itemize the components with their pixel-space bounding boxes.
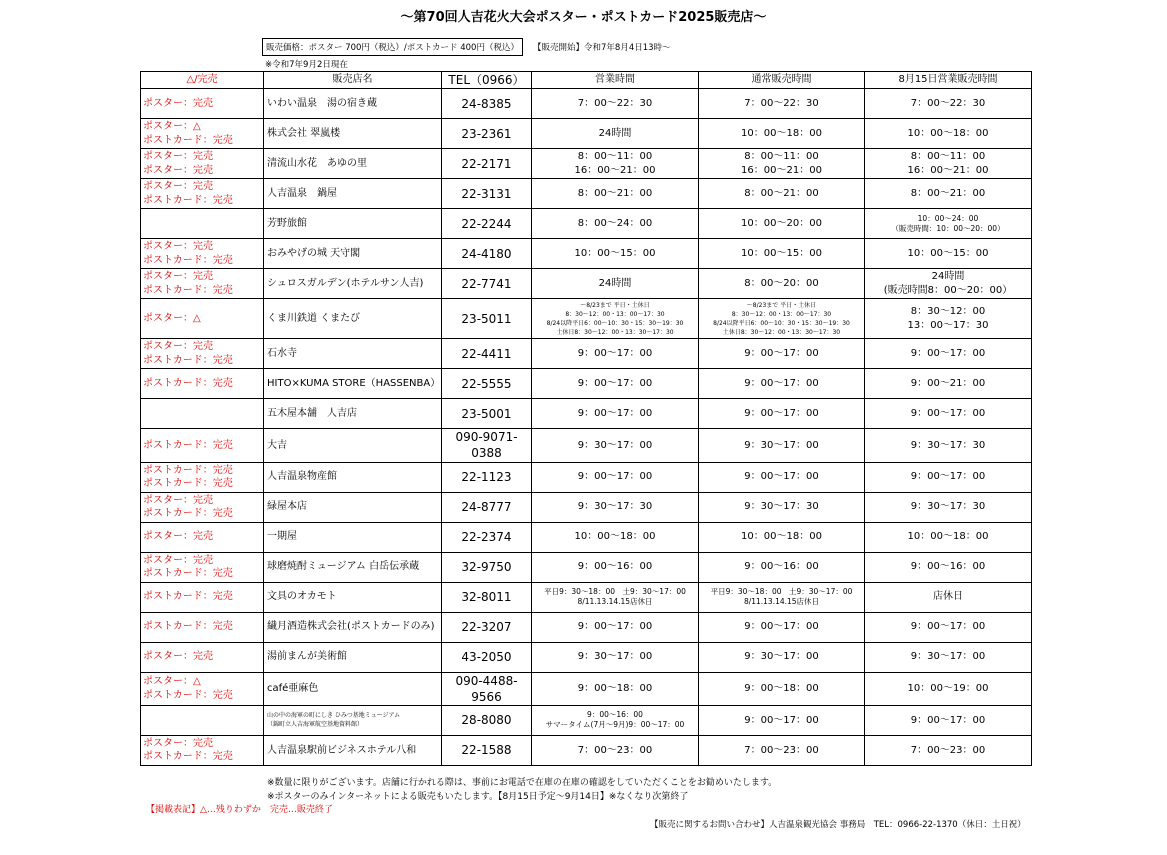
status-cell-line: ポスター：完売 <box>143 737 213 749</box>
hours-cell <box>532 299 699 339</box>
hours-cell-line: 土休日8：30～12：00・13：30～17：30 <box>556 328 674 336</box>
hours-cell-line: 9：00～17：00 <box>577 621 653 633</box>
shop-name-line: 山の中の海軍の町にしき ひみつ基地ミュージアム <box>267 712 401 720</box>
tel-cell: 22-3131 <box>442 179 532 209</box>
shop-name: 繊月酒造株式会社(ポストカードのみ) <box>264 612 442 642</box>
note-2: ※ポスターのみインターネットによる販売もいたします。【8月15日予定～9月14日】※なくなり次第終了 <box>267 792 689 802</box>
hours-cell-line: 24時間 <box>598 127 632 139</box>
normal-hours-cell-line: 8：00～20：00 <box>744 277 819 289</box>
aug15-hours-cell <box>865 149 1032 179</box>
aug15-hours-cell-line: 16：00～21：00 <box>907 164 989 176</box>
aug15-hours-cell-line: (販売時間8：00～20：00） <box>883 284 1013 296</box>
table-row <box>141 735 1032 765</box>
aug15-hours-cell <box>865 239 1032 269</box>
normal-hours-cell-line: 9：00～17：00 <box>744 714 819 726</box>
status-cell-line: ポストカード：完売 <box>143 591 233 603</box>
tel-cell: 22-1123 <box>442 462 532 492</box>
hours-cell <box>532 429 699 462</box>
sales-start: 【販売開始】令和7年8月4日13時～ <box>533 43 671 53</box>
aug15-hours-cell-line: 9：00～17：00 <box>910 407 986 419</box>
tel-cell: 22-2171 <box>442 149 532 179</box>
table-row <box>141 179 1032 209</box>
normal-hours-cell-line: 16：00～21：00 <box>741 164 822 176</box>
table-row <box>141 89 1032 119</box>
hours-cell <box>532 369 699 399</box>
tel-cell: 22-1588 <box>442 735 532 765</box>
hours-cell <box>532 209 699 239</box>
hours-cell <box>532 492 699 522</box>
normal-hours-cell-line: 10：00～20：00 <box>741 217 822 229</box>
status-cell-line: ポスター：完売 <box>143 341 213 353</box>
status-cell <box>141 462 264 492</box>
aug15-hours-cell-line: 10：00～24：00 <box>917 213 979 223</box>
table-row <box>141 149 1032 179</box>
normal-hours-cell <box>699 522 865 552</box>
status-cell-line: ポスター：完売 <box>143 494 213 506</box>
normal-hours-cell-line: 10：00～15：00 <box>741 247 822 259</box>
status-cell-line: ポスター：△ <box>143 312 201 324</box>
status-cell-line: ポストカード：完売 <box>143 751 233 763</box>
status-cell <box>141 269 264 299</box>
aug15-hours-cell <box>865 399 1032 429</box>
status-cell-line: ポスター：△ <box>143 121 201 133</box>
status-cell-line: ポスター：完売 <box>143 181 213 193</box>
hours-cell-line: 8：00～21：00 <box>577 187 653 199</box>
table-row <box>141 299 1032 339</box>
normal-hours-cell <box>699 735 865 765</box>
aug15-hours-cell-line: 9：00～17：00 <box>910 621 986 633</box>
normal-hours-cell-line: 8/24以降平日6：00～10：30・15：30～19：30 <box>713 319 850 327</box>
status-cell <box>141 179 264 209</box>
header-name: 販売店名 <box>264 72 442 89</box>
status-cell <box>141 399 264 429</box>
status-cell-line: ポストカード：完売 <box>143 284 233 296</box>
table-row <box>141 642 1032 672</box>
aug15-hours-cell <box>865 462 1032 492</box>
aug15-hours-cell <box>865 89 1032 119</box>
status-cell-line: ポスター：完売 <box>143 271 213 283</box>
status-cell <box>141 582 264 612</box>
aug15-hours-cell-line: 10：00～19：00 <box>907 683 989 694</box>
normal-hours-cell-line: 8/11.13.14.15店休日 <box>743 597 820 607</box>
aug15-hours-cell-line: 9：00～17：00 <box>910 714 986 726</box>
status-cell <box>141 735 264 765</box>
normal-hours-cell-line: 10：00～18：00 <box>741 531 822 543</box>
status-cell <box>141 492 264 522</box>
normal-hours-cell <box>699 339 865 369</box>
status-cell-line: ポスター：完売 <box>143 531 213 543</box>
tel-cell: 28-8080 <box>442 705 532 735</box>
status-cell <box>141 119 264 149</box>
aug15-hours-cell-line: 7：00～23：00 <box>910 744 986 756</box>
status-cell-line: ポスター：完売 <box>143 164 213 176</box>
shop-table <box>140 71 1032 766</box>
shop-name-line: （錦町立人吉海軍航空基地資料館） <box>267 721 364 729</box>
status-cell <box>141 429 264 462</box>
shop-name: 球磨焼酎ミュージアム 白岳伝承蔵 <box>264 552 442 582</box>
tel-cell: 32-9750 <box>442 552 532 582</box>
status-cell-line: ポスター：△ <box>143 676 201 688</box>
table-row <box>141 582 1032 612</box>
normal-hours-cell-line: 9：00～17：00 <box>744 471 819 483</box>
hours-cell-line: 7：00～23：00 <box>577 744 653 756</box>
aug15-hours-cell <box>865 339 1032 369</box>
price-info: 販売価格：ポスター 700円（税込）/ポストカード 400円（税込） <box>262 38 523 56</box>
hours-cell <box>532 705 699 735</box>
shop-name: いわい温泉 湯の宿き蔵 <box>264 89 442 119</box>
header-status: △/完売 <box>141 72 264 89</box>
shop-name: HITO×KUMA STORE（HASSENBA） <box>264 369 442 399</box>
aug15-hours-cell <box>865 179 1032 209</box>
aug15-hours-cell <box>865 522 1032 552</box>
normal-hours-cell-line: 8：30～12：00・13：00～17：30 <box>731 310 832 318</box>
hours-cell <box>532 119 699 149</box>
hours-cell-line: 10：00～15：00 <box>574 247 656 259</box>
normal-hours-cell <box>699 209 865 239</box>
aug15-hours-cell-line: 10：00～15：00 <box>907 247 989 259</box>
normal-hours-cell <box>699 369 865 399</box>
normal-hours-cell-line: 9：00～16：00 <box>744 561 819 573</box>
hours-cell-line: 9：30～17：30 <box>577 501 653 513</box>
hours-cell <box>532 239 699 269</box>
normal-hours-cell <box>699 179 865 209</box>
normal-hours-cell <box>699 612 865 642</box>
normal-hours-cell <box>699 582 865 612</box>
normal-hours-cell-line: 10：00～18：00 <box>741 127 822 139</box>
aug15-hours-cell <box>865 299 1032 339</box>
header-normal: 通常販売時間 <box>699 72 865 89</box>
aug15-hours-cell-line: 7：00～22：30 <box>910 97 986 109</box>
normal-hours-cell-line: 9：30～17：30 <box>744 501 819 513</box>
as-of-date: ※令和7年9月2日現在 <box>265 60 348 70</box>
table-row <box>141 209 1032 239</box>
status-cell <box>141 369 264 399</box>
aug15-hours-cell-line: 9：30～17：30 <box>910 439 986 451</box>
normal-hours-cell-line: 9：00～17：00 <box>744 407 819 419</box>
normal-hours-cell-line: ～8/23まで 平日・土休日 <box>746 301 817 309</box>
aug15-hours-cell-line: 店休日 <box>933 591 963 603</box>
aug15-hours-cell <box>865 369 1032 399</box>
hours-cell <box>532 612 699 642</box>
hours-cell-line: 9：30～17：00 <box>577 651 653 663</box>
normal-hours-cell <box>699 299 865 339</box>
aug15-hours-cell <box>865 269 1032 299</box>
hours-cell-line: 9：00～17：00 <box>577 377 653 389</box>
tel-cell: 24-4180 <box>442 239 532 269</box>
hours-cell <box>532 735 699 765</box>
shop-name: 石水寺 <box>264 339 442 369</box>
normal-hours-cell-line: 9：00～17：00 <box>744 347 819 359</box>
aug15-hours-cell <box>865 492 1032 522</box>
status-cell-line: ポストカード：完売 <box>143 254 233 266</box>
normal-hours-cell <box>699 462 865 492</box>
normal-hours-cell <box>699 149 865 179</box>
aug15-hours-cell-line: 10：00～18：00 <box>907 127 989 139</box>
normal-hours-cell-line: 9：30～17：00 <box>744 651 819 663</box>
normal-hours-cell-line: 平日9：30～18：00 土9：30～17：00 <box>710 586 853 596</box>
shop-name: café亜麻色 <box>264 672 442 705</box>
table-row <box>141 399 1032 429</box>
shop-name: 清流山水花 あゆの里 <box>264 149 442 179</box>
hours-cell-line: 9：00～18：00 <box>577 683 653 694</box>
status-cell-line: ポストカード：完売 <box>143 478 233 490</box>
shop-name: おみやげの城 天守閣 <box>264 239 442 269</box>
shop-name: 人吉温泉 鍋屋 <box>264 179 442 209</box>
status-cell <box>141 522 264 552</box>
status-cell-line: ポスター：完売 <box>143 554 213 566</box>
shop-name <box>264 705 442 735</box>
normal-hours-cell <box>699 429 865 462</box>
tel-cell: 22-7741 <box>442 269 532 299</box>
shop-name: 大吉 <box>264 429 442 462</box>
hours-cell-line: 9：00～16：00 <box>587 710 643 720</box>
hours-cell <box>532 269 699 299</box>
aug15-hours-cell <box>865 735 1032 765</box>
hours-cell-line: 8/11.13.14.15店休日 <box>577 597 653 607</box>
table-row <box>141 239 1032 269</box>
hours-cell-line: 8：00～24：00 <box>577 217 653 229</box>
hours-cell <box>532 149 699 179</box>
legend: 【掲載表記】△…残りわずか 完売…販売終了 <box>146 805 333 815</box>
normal-hours-cell-line: 7：00～22：30 <box>744 97 819 109</box>
table-header-row <box>141 72 1032 89</box>
status-cell <box>141 672 264 705</box>
status-cell-line: ポスター：完売 <box>143 151 213 163</box>
normal-hours-cell <box>699 492 865 522</box>
normal-hours-cell-line: 8：00～21：00 <box>744 187 819 199</box>
status-cell-line: ポスター：完売 <box>143 241 213 253</box>
hours-cell <box>532 582 699 612</box>
hours-cell <box>532 339 699 369</box>
hours-cell-line: 8：30～12：00・13：00～17：30 <box>565 310 665 318</box>
aug15-hours-cell <box>865 612 1032 642</box>
hours-cell-line: 9：00～17：00 <box>577 471 653 483</box>
tel-cell: 32-8011 <box>442 582 532 612</box>
hours-cell-line: サマータイム(7月～9月)9：00～17：00 <box>545 720 685 730</box>
shop-name: 人吉温泉駅前ビジネスホテル八和 <box>264 735 442 765</box>
status-cell-line: ポストカード：完売 <box>143 621 233 633</box>
aug15-hours-cell-line: 8：30～12：00 <box>910 306 986 318</box>
hours-cell-line: 16：00～21：00 <box>574 164 656 176</box>
hours-cell-line: 8：00～11：00 <box>577 151 653 163</box>
hours-cell <box>532 552 699 582</box>
normal-hours-cell <box>699 269 865 299</box>
hours-cell <box>532 89 699 119</box>
aug15-hours-cell-line: 10：00～18：00 <box>907 531 989 543</box>
normal-hours-cell <box>699 89 865 119</box>
header-tel: TEL（0966） <box>442 72 532 89</box>
status-cell-line: ポストカード：完売 <box>143 377 233 389</box>
hours-cell-line: ～8/23まで 平日・土休日 <box>580 301 650 309</box>
header-aug15: 8月15日営業販売時間 <box>865 72 1032 89</box>
tel-cell: 22-4411 <box>442 339 532 369</box>
tel-cell: 22-2244 <box>442 209 532 239</box>
status-cell <box>141 209 264 239</box>
hours-cell-line: 9：00～16：00 <box>577 561 653 573</box>
shop-name: 文具のオカモト <box>264 582 442 612</box>
table-row <box>141 339 1032 369</box>
tel-cell: 23-5011 <box>442 299 532 339</box>
normal-hours-cell <box>699 642 865 672</box>
aug15-hours-cell <box>865 119 1032 149</box>
note-1: ※数量に限りがございます。店舗に行かれる際は、事前にお電話で在庫の在庫の確認をしていただくことをお勧めいたします。 <box>267 778 778 788</box>
table-row <box>141 462 1032 492</box>
shop-name: 株式会社 翠嵐楼 <box>264 119 442 149</box>
table-row <box>141 269 1032 299</box>
shop-name: 芳野旅館 <box>264 209 442 239</box>
aug15-hours-cell <box>865 552 1032 582</box>
tel-cell: 090-4488-9566 <box>442 672 532 705</box>
aug15-hours-cell-line: 9：00～17：00 <box>910 347 986 359</box>
hours-cell <box>532 672 699 705</box>
table-row <box>141 522 1032 552</box>
aug15-hours-cell-line: 24時間 <box>931 271 965 283</box>
hours-cell-line: 9：00～17：00 <box>577 407 653 419</box>
aug15-hours-cell <box>865 429 1032 462</box>
hours-cell <box>532 642 699 672</box>
table-row <box>141 429 1032 462</box>
tel-cell: 23-5001 <box>442 399 532 429</box>
tel-cell: 090-9071-0388 <box>442 429 532 462</box>
status-cell <box>141 642 264 672</box>
hours-cell-line: 8/24以降平日6：00～10：30・15：30～19：30 <box>546 319 684 327</box>
normal-hours-cell-line: 9：00～17：00 <box>744 377 819 389</box>
hours-cell-line: 24時間 <box>598 277 632 289</box>
table-row <box>141 705 1032 735</box>
aug15-hours-cell <box>865 672 1032 705</box>
tel-cell: 22-5555 <box>442 369 532 399</box>
status-cell <box>141 705 264 735</box>
tel-cell: 23-2361 <box>442 119 532 149</box>
hours-cell <box>532 522 699 552</box>
aug15-hours-cell <box>865 209 1032 239</box>
shop-name: 人吉温泉物産館 <box>264 462 442 492</box>
hours-cell <box>532 179 699 209</box>
aug15-hours-cell-line: 9：00～21：00 <box>910 377 986 389</box>
table-row <box>141 492 1032 522</box>
status-cell-line: ポストカード：完売 <box>143 439 233 451</box>
hours-cell-line: 7：00～22：30 <box>577 97 653 109</box>
aug15-hours-cell-line: 9：30～17：00 <box>910 651 986 663</box>
tel-cell: 22-2374 <box>442 522 532 552</box>
status-cell-line: ポストカード：完売 <box>143 689 233 701</box>
status-cell-line: ポストカード：完売 <box>143 194 233 206</box>
status-cell <box>141 89 264 119</box>
hours-cell-line: 平日9：30～18：00 土9：30～17：00 <box>544 586 686 596</box>
table-row <box>141 552 1032 582</box>
status-cell <box>141 239 264 269</box>
status-cell <box>141 612 264 642</box>
shop-name: 緑屋本店 <box>264 492 442 522</box>
normal-hours-cell-line: 9：00～18：00 <box>744 683 819 694</box>
aug15-hours-cell <box>865 705 1032 735</box>
table-row <box>141 369 1032 399</box>
status-cell-line: ポスター：完売 <box>143 651 213 663</box>
aug15-hours-cell-line: 8：00～11：00 <box>910 151 986 163</box>
aug15-hours-cell-line: 13：00～17：30 <box>907 319 989 331</box>
status-cell <box>141 339 264 369</box>
normal-hours-cell <box>699 239 865 269</box>
aug15-hours-cell-line: （販売時間：10：00～20：00） <box>891 223 1005 233</box>
normal-hours-cell-line: 7：00～23：00 <box>744 744 819 756</box>
status-cell-line: ポストカード：完売 <box>143 568 233 580</box>
normal-hours-cell <box>699 552 865 582</box>
table-row <box>141 672 1032 705</box>
normal-hours-cell-line: 9：00～17：00 <box>744 621 819 633</box>
normal-hours-cell <box>699 399 865 429</box>
tel-cell: 22-3207 <box>442 612 532 642</box>
tel-cell: 24-8777 <box>442 492 532 522</box>
hours-cell-line: 9：30～17：00 <box>577 439 653 451</box>
normal-hours-cell <box>699 672 865 705</box>
table-row <box>141 612 1032 642</box>
status-cell-line: ポストカード：完売 <box>143 464 233 476</box>
contact-info: 【販売に関するお問い合わせ】人吉温泉観光協会 事務局 TEL：0966-22-1370（休日：土日祝） <box>650 820 1026 830</box>
normal-hours-cell <box>699 119 865 149</box>
status-cell <box>141 552 264 582</box>
aug15-hours-cell-line: 8：00～21：00 <box>910 187 986 199</box>
status-cell <box>141 299 264 339</box>
aug15-hours-cell <box>865 642 1032 672</box>
status-cell-line: ポストカード：完売 <box>143 354 233 366</box>
aug15-hours-cell <box>865 582 1032 612</box>
table-row <box>141 119 1032 149</box>
status-cell-line: ポストカード：完売 <box>143 134 233 146</box>
status-cell <box>141 149 264 179</box>
normal-hours-cell-line: 9：30～17：00 <box>744 439 819 451</box>
status-cell-line: ポストカード：完売 <box>143 508 233 520</box>
hours-cell-line: 9：00～17：00 <box>577 347 653 359</box>
tel-cell: 43-2050 <box>442 642 532 672</box>
shop-name: 五木屋本舗 人吉店 <box>264 399 442 429</box>
hours-cell <box>532 399 699 429</box>
shop-name: 一期屋 <box>264 522 442 552</box>
aug15-hours-cell-line: 9：00～17：00 <box>910 471 986 483</box>
tel-cell: 24-8385 <box>442 89 532 119</box>
hours-cell <box>532 462 699 492</box>
header-hours: 営業時間 <box>532 72 699 89</box>
status-cell-line: ポスター：完売 <box>143 97 213 109</box>
shop-name: 湯前まんが美術館 <box>264 642 442 672</box>
page-title: ～第70回人吉花火大会ポスター・ポストカード2025販売店～ <box>400 10 767 25</box>
aug15-hours-cell-line: 9：30～17：30 <box>910 501 986 513</box>
normal-hours-cell <box>699 705 865 735</box>
normal-hours-cell-line: 8：00～11：00 <box>744 151 819 163</box>
normal-hours-cell-line: 土休日8：30～12：00・13：30～17：30 <box>722 328 841 336</box>
aug15-hours-cell-line: 9：00～16：00 <box>910 561 986 573</box>
shop-name: シュロスガルデン(ホテルサン人吉) <box>264 269 442 299</box>
hours-cell-line: 10：00～18：00 <box>574 531 656 543</box>
shop-name: くま川鉄道 くまたび <box>264 299 442 339</box>
